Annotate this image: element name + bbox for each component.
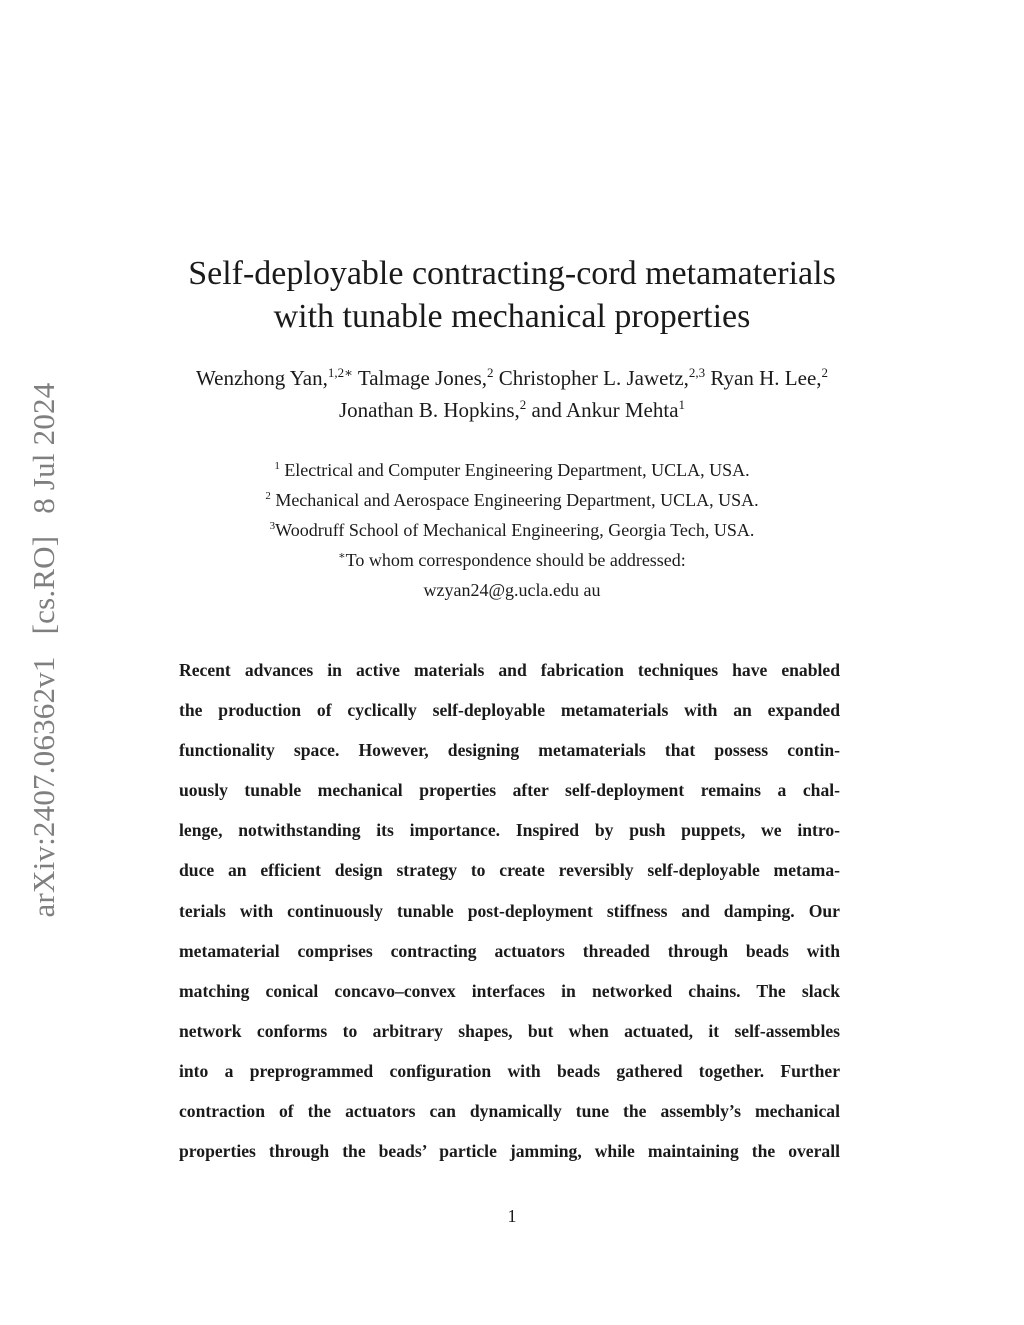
abstract-line: functionality space. However, designing metamaterials that possess contin- <box>179 740 840 761</box>
correspondence-mark: ∗ <box>338 550 346 562</box>
correspondence-email[interactable]: wzyan24@g.ucla.edu au <box>423 580 601 600</box>
author-affiliation-mark: 2 <box>487 365 494 380</box>
author-line-1 <box>0 362 1024 394</box>
author-affiliation-mark: 2,3 <box>688 365 706 380</box>
affiliation-mark: 2 <box>265 490 271 502</box>
abstract-line: matching conical concavo–convex interfaces in networked chains. The slack <box>179 980 840 1001</box>
author-name: Wenzhong Yan, <box>195 366 328 390</box>
affiliation-text: Mechanical and Aerospace Engineering Department, UCLA, USA. <box>270 490 759 510</box>
correspondence-note <box>0 545 1024 575</box>
affiliation-mark: 3 <box>269 520 276 532</box>
author-name: Jonathan B. Hopkins, <box>338 398 520 422</box>
author-name: Ryan H. Lee, <box>710 366 822 390</box>
author-line-2 <box>0 394 1024 426</box>
abstract-line: metamaterial comprises contracting actuators threaded through beads with <box>179 940 840 961</box>
abstract-line: duce an efficient design strategy to create reversibly self-deployable metama- <box>179 860 840 881</box>
affiliation-text: Electrical and Computer Engineering Department, UCLA, USA. <box>279 460 750 480</box>
abstract-line: network conforms to arbitrary shapes, but when actuated, it self-assembles <box>179 1020 840 1041</box>
author-affiliation-mark: 1 <box>678 397 686 412</box>
abstract-line: uously tunable mechanical properties after self-deployment remains a chal- <box>179 780 840 801</box>
affiliation-list <box>0 455 1024 605</box>
abstract-line: lenge, notwithstanding its importance. Inspired by push puppets, we intro- <box>179 820 840 841</box>
affiliation-text: Woodruff School of Mechanical Engineering, Georgia Tech, USA. <box>275 520 755 540</box>
paper-title <box>0 252 1024 338</box>
affiliation-item <box>0 515 1024 545</box>
author-affiliation-mark: 2 <box>821 365 829 380</box>
abstract-line: the production of cyclically self-deployable metamaterials with an expanded <box>179 700 840 721</box>
affiliation-item <box>0 485 1024 515</box>
author-name: Talmage Jones, <box>357 366 488 390</box>
abstract-line: into a preprogrammed configuration with beads gathered together. Further <box>179 1060 840 1081</box>
author-name: and Ankur Mehta <box>531 398 679 422</box>
abstract-line: contraction of the actuators can dynamically tune the assembly’s mechanical <box>179 1101 840 1122</box>
abstract-line: properties through the beads’ particle jamming, while maintaining the overall <box>179 1141 840 1162</box>
abstract-line: terials with continuously tunable post-deployment stiffness and damping. Our <box>179 900 840 921</box>
abstract <box>179 650 840 1171</box>
correspondence-label: To whom correspondence should be addressed: <box>345 550 686 570</box>
author-affiliation-mark: 1,2∗ <box>327 365 353 380</box>
title-line-1: Self-deployable contracting-cord metamaterials <box>188 255 836 292</box>
affiliation-mark: 1 <box>274 460 280 472</box>
arxiv-id: arXiv:2407.06362v1 <box>26 656 61 918</box>
title-line-2: with tunable mechanical properties <box>273 298 751 335</box>
abstract-line: Recent advances in active materials and fabrication techniques have enabled <box>179 660 840 680</box>
affiliation-item <box>0 455 1024 485</box>
author-list <box>0 362 1024 426</box>
author-name: Christopher L. Jawetz, <box>498 366 689 390</box>
arxiv-category: [cs.RO] <box>26 535 61 635</box>
page-number: 1 <box>507 1206 517 1226</box>
arxiv-date: 8 Jul 2024 <box>26 382 61 514</box>
author-affiliation-mark: 2 <box>519 397 527 412</box>
